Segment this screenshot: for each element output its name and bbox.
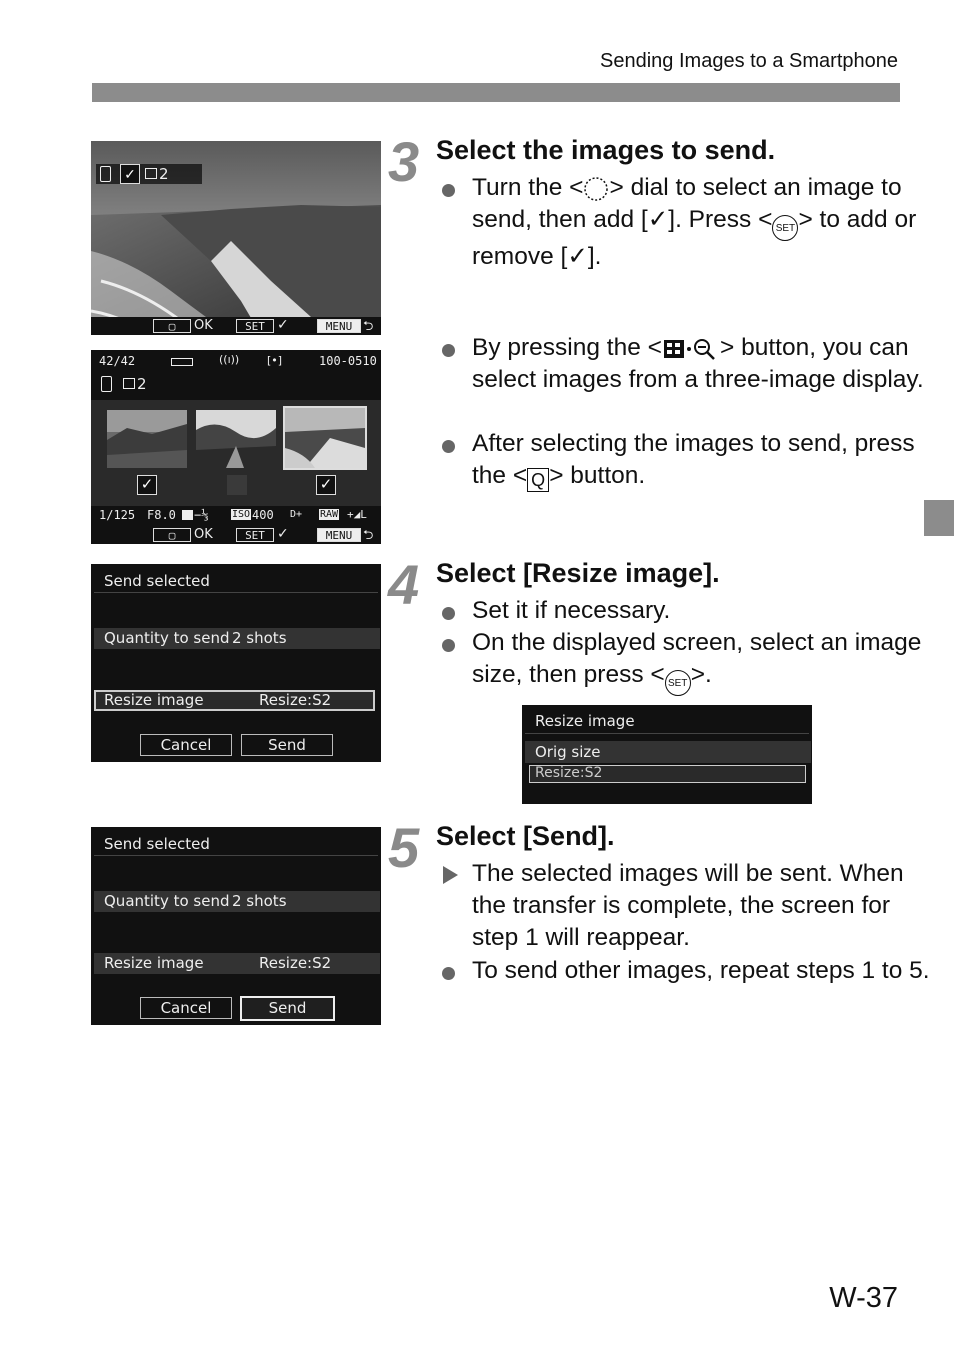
cancel-button[interactable]: Cancel bbox=[140, 997, 232, 1019]
orig-size-option: Orig size bbox=[535, 743, 601, 761]
step-5-result: The selected images will be sent. When the transfer is complete, the screen for step 1 will reappear. bbox=[436, 858, 932, 954]
menu-button[interactable]: MENU bbox=[317, 319, 361, 333]
step-4-title: Select [Resize image]. bbox=[436, 558, 720, 588]
selected-count: 2 bbox=[123, 375, 147, 393]
step-number-4: 4 bbox=[388, 553, 420, 616]
divider bbox=[94, 855, 378, 856]
set-button[interactable]: SET bbox=[236, 528, 274, 542]
battery-icon bbox=[171, 358, 193, 366]
thumbnail-2[interactable] bbox=[196, 410, 276, 468]
page-number: W-37 bbox=[829, 1282, 898, 1314]
step-3-bullet-2: By pressing the < > button, you can select images from a three-image display. bbox=[436, 332, 932, 396]
ok-label: OK bbox=[194, 527, 213, 542]
resize-s2-option: Resize:S2 bbox=[535, 765, 603, 781]
cancel-button[interactable]: Cancel bbox=[140, 734, 232, 756]
return-icon: ⮌ bbox=[363, 528, 374, 543]
bullet-dot bbox=[442, 607, 455, 620]
send-button[interactable]: Send bbox=[241, 734, 333, 756]
d-plus-icon: D+ bbox=[290, 509, 303, 520]
selected-check-icon: ✓ bbox=[120, 164, 140, 184]
step-number-3: 3 bbox=[388, 130, 420, 193]
wireless-icon: ((ı)) bbox=[219, 353, 240, 366]
running-header: Sending Images to a Smartphone bbox=[600, 50, 898, 72]
smartphone-icon bbox=[100, 166, 111, 182]
resize-value: Resize:S2 bbox=[259, 691, 332, 709]
quantity-value: 2 shots bbox=[232, 892, 287, 910]
resize-label: Resize image bbox=[104, 954, 204, 972]
q-ok-button[interactable]: ▢ bbox=[153, 528, 191, 542]
selected-count: 2 bbox=[145, 165, 169, 183]
step-5-bullet-1: To send other images, repeat steps 1 to 5. bbox=[436, 955, 932, 987]
resize-image-screen bbox=[522, 705, 812, 804]
bullet-dot bbox=[442, 184, 455, 197]
quantity-label: Quantity to send bbox=[104, 892, 230, 910]
bullet-dot bbox=[442, 344, 455, 357]
step-3-title: Select the images to send. bbox=[436, 135, 776, 165]
shutter-speed: 1/125 bbox=[99, 508, 136, 522]
iso-value: 400 bbox=[252, 508, 274, 522]
resize-label: Resize image bbox=[104, 691, 204, 709]
image-quality: +◢L bbox=[347, 508, 367, 521]
single-image-screen bbox=[91, 141, 381, 335]
screen-title: Resize image bbox=[535, 712, 635, 730]
menu-button[interactable]: MENU bbox=[317, 528, 361, 542]
result-arrow-icon bbox=[443, 866, 458, 884]
main-dial-icon bbox=[583, 176, 609, 202]
send-selected-screen-resize bbox=[91, 564, 381, 762]
check-mark-icon: ✓ bbox=[567, 243, 588, 270]
step-4-bullet-1: Set it if necessary. bbox=[436, 595, 932, 627]
exposure-value: −⅓ bbox=[194, 508, 209, 522]
metering-icon: [•] bbox=[267, 354, 283, 367]
bullet-dot bbox=[442, 440, 455, 453]
set-button-icon: SET bbox=[665, 670, 691, 696]
set-button-icon: SET bbox=[772, 215, 798, 241]
thumbnail-3-check[interactable]: ✓ bbox=[316, 475, 336, 495]
aperture: F8.0 bbox=[147, 508, 176, 522]
step-5-title: Select [Send]. bbox=[436, 821, 615, 851]
q-ok-button[interactable]: ▢ bbox=[153, 319, 191, 333]
send-selected-screen-send bbox=[91, 827, 381, 1025]
exposure-comp-icon bbox=[182, 510, 193, 520]
ok-label: OK bbox=[194, 318, 213, 333]
three-image-screen bbox=[91, 350, 381, 544]
send-button-selected[interactable]: Send bbox=[240, 996, 335, 1021]
step-3-bullet-1: Turn the < > dial to select an image to send, then add [✓]. Press < SET > to add or remove [✓]. bbox=[436, 172, 932, 273]
divider bbox=[525, 733, 809, 734]
smartphone-icon bbox=[101, 376, 112, 392]
folder-number: 100-0510 bbox=[319, 354, 377, 368]
divider bbox=[94, 592, 378, 593]
set-button[interactable]: SET bbox=[236, 319, 274, 333]
check-mark-icon: ✓ bbox=[647, 206, 669, 233]
index-magnify-icon bbox=[662, 337, 720, 361]
thumbnail-1[interactable] bbox=[107, 410, 187, 468]
step-3-bullet-3: After selecting the images to send, press the < Q > button. bbox=[436, 428, 932, 492]
q-button-icon: Q bbox=[527, 468, 549, 492]
screen-title: Send selected bbox=[104, 572, 210, 590]
quantity-value: 2 shots bbox=[232, 629, 287, 647]
return-icon: ⮌ bbox=[363, 319, 374, 334]
iso-label: ISO bbox=[232, 509, 251, 520]
screen-title: Send selected bbox=[104, 835, 210, 853]
image-index: 42/42 bbox=[99, 354, 136, 368]
resize-value: Resize:S2 bbox=[259, 954, 332, 972]
bullet-dot bbox=[442, 967, 455, 980]
quantity-label: Quantity to send bbox=[104, 629, 230, 647]
bullet-dot bbox=[442, 639, 455, 652]
side-tab bbox=[924, 500, 954, 536]
step-4-bullet-2: On the displayed screen, select an image size, then press < SET >. bbox=[436, 627, 932, 696]
image-stack-icon bbox=[145, 168, 157, 179]
set-check-icon: ✓ bbox=[277, 317, 289, 333]
thumbnail-2-check[interactable] bbox=[227, 475, 247, 495]
set-check-icon: ✓ bbox=[277, 526, 289, 542]
thumbnail-1-check[interactable]: ✓ bbox=[137, 475, 157, 495]
header-bar bbox=[92, 83, 900, 102]
image-stack-icon bbox=[123, 378, 135, 389]
raw-label: RAW bbox=[320, 509, 339, 520]
thumbnail-3[interactable] bbox=[285, 408, 365, 468]
step-number-5: 5 bbox=[388, 816, 420, 879]
